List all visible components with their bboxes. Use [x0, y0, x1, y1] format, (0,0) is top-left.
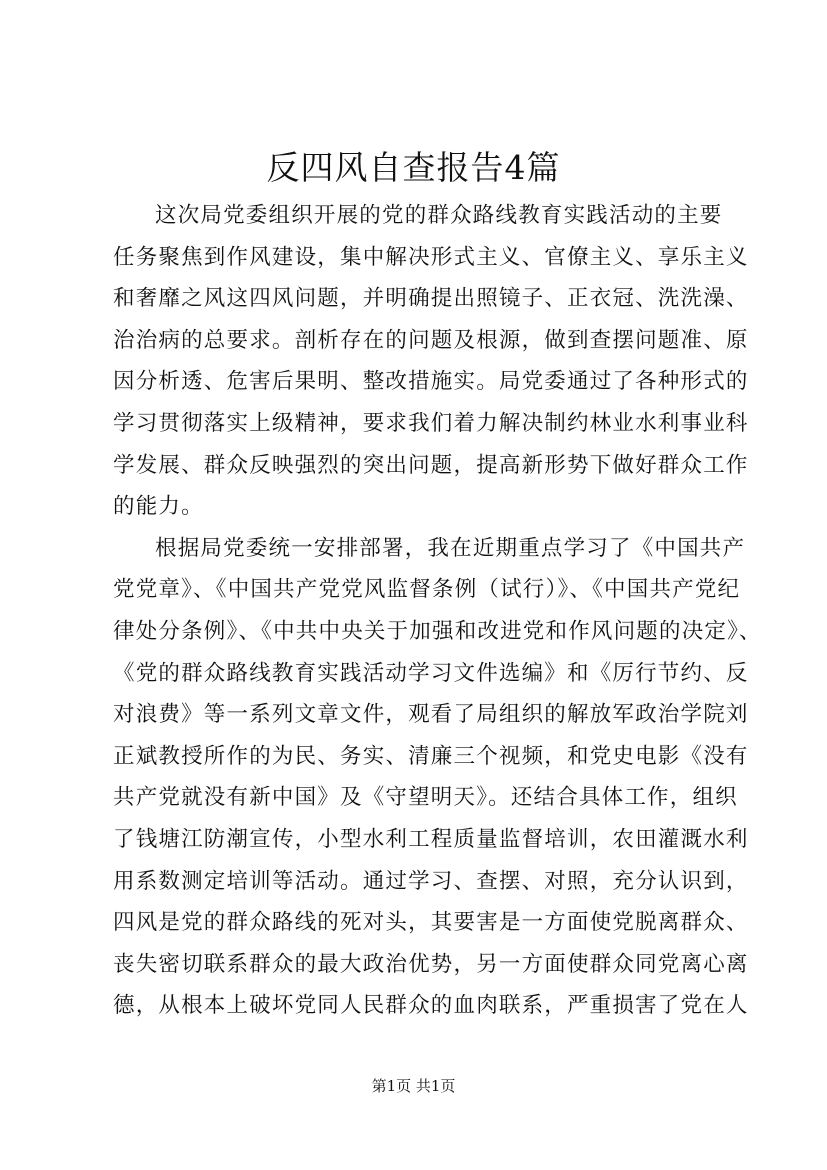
paragraph-2-line: 了钱塘江防潮宣传，小型水利工程质量监督培训，农田灌溉水利 [113, 826, 749, 852]
paragraph-1-line: 和奢靡之风这四风问题，并明确提出照镜子、正衣冠、洗洗澡、 [113, 286, 749, 312]
paragraph-1-line: 治治病的总要求。剖析存在的问题及根源，做到查摆问题准、原 [113, 327, 749, 353]
paragraph-2-line: 对浪费》等一系列文章文件，观看了局组织的解放军政治学院刘 [113, 702, 749, 728]
paragraph-2-line: 党党章》、《中国共产党党风监督条例（试行）》、《中国共产党纪 [113, 577, 741, 603]
page-footer: 第1页 共1页 [371, 1077, 456, 1095]
paragraph-2-line: 根据局党委统一安排部署，我在近期重点学习了《中国共产 [155, 535, 746, 561]
paragraph-2-line: 共产党就没有新中国》及《守望明天》。还结合具体工作，组织 [113, 785, 738, 811]
paragraph-1-line: 因分析透、危害后果明、整改措施实。局党委通过了各种形式的 [113, 369, 749, 395]
paragraph-1-line: 的能力。 [113, 494, 204, 520]
paragraph-2-line: 用系数测定培训等活动。通过学习、查摆、对照，充分认识到， [113, 868, 749, 894]
document-title: 反四风自查报告4篇 [266, 148, 561, 187]
paragraph-1-line: 任务聚焦到作风建设，集中解决形式主义、官僚主义、享乐主义 [113, 244, 749, 270]
document-body [113, 195, 762, 1027]
paragraph-1-line: 这次局党委组织开展的党的群众路线教育实践活动的主要 [155, 203, 723, 228]
paragraph-1-line: 学习贯彻落实上级精神，要求我们着力解决制约林业水利事业科 [113, 410, 749, 436]
paragraph-1-line: 学发展、群众反映强烈的突出问题，提高新形势下做好群众工作 [113, 452, 749, 478]
paragraph-2-line: 《党的群众路线教育实践活动学习文件选编》和《厉行节约、反 [113, 660, 749, 686]
paragraph-2-line: 律处分条例》、《中共中央关于加强和改进党和作风问题的决定》、 [113, 618, 762, 644]
paragraph-2-line: 正斌教授所作的为民、务实、清廉三个视频，和党史电影《没有 [113, 743, 749, 769]
paragraph-2-line: 德，从根本上破坏党同人民群众的血肉联系，严重损害了党在人 [113, 993, 749, 1019]
paragraph-2-line: 丧失密切联系群众的最大政治优势，另一方面使群众同党离心离 [113, 951, 749, 977]
paragraph-2-line: 四风是党的群众路线的死对头，其要害是一方面使党脱离群众、 [113, 910, 749, 936]
